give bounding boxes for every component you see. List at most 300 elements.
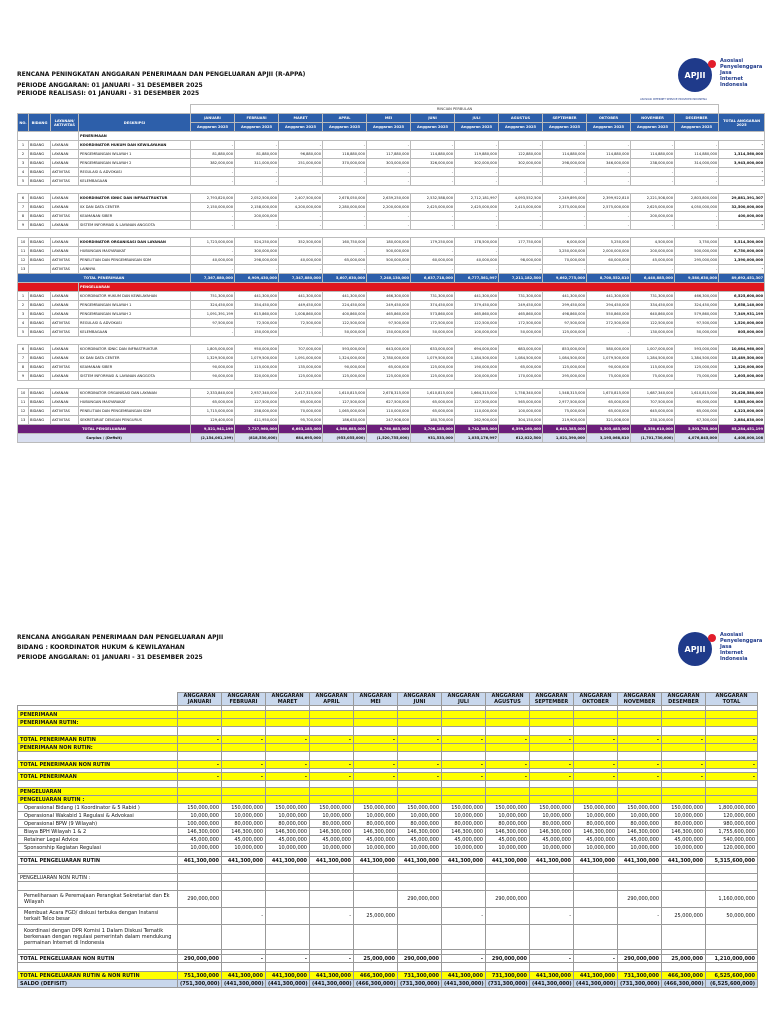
pengeluaran-rutin-label-row-value [266, 796, 310, 804]
penerimaan-header-row-value [266, 711, 310, 719]
total-pengeluaran-rutin-non-rutin-row-value: 466,300,000 [662, 972, 706, 980]
cell-no: 2 [18, 150, 29, 159]
cell-bidang: BIDANG [29, 354, 51, 363]
cell-value: 75,000,000 [631, 372, 675, 381]
total-penerimaan-non-rutin-row [18, 761, 758, 769]
pengeluaran-non-rutin-label-row-label: PENGELUARAN NON RUTIN : [18, 874, 178, 882]
cell-value: - [631, 265, 675, 274]
cell-no: 11 [18, 398, 29, 407]
col-month: JANUARI [191, 114, 235, 123]
col-month [398, 693, 442, 706]
cell-value: 60,000,000 [411, 256, 455, 265]
total-pengeluaran-non-rutin-row-value: - [530, 955, 574, 963]
col-sub-anggaran: Anggaran 2025 [191, 123, 235, 132]
cell-bidang: BIDANG [29, 398, 51, 407]
cell-deskripsi: PENGEMBANGAN WILAYAH 1 [79, 150, 191, 159]
rutin-item-row-value: 150,000,000 [662, 804, 706, 812]
total-pengeluaran-non-rutin-row-value: 290,000,000 [178, 955, 222, 963]
rutin-item-row-value: 10,000,000 [530, 844, 574, 852]
penerimaan-rutin-label-row-value [486, 719, 530, 727]
table-row [18, 141, 765, 150]
total-pengeluaran-rutin-non-rutin-row [18, 972, 758, 980]
col-month [574, 693, 618, 706]
cell-deskripsi: SISTEM INFORMASI & LAYANAN ANGGOTA [79, 372, 191, 381]
cell-value: 2,000,000,000 [587, 247, 631, 256]
rutin-item-row-value: 120,000,000 [706, 812, 758, 820]
surplus-row-value: 931,533,000 [411, 434, 455, 443]
total-penerimaan-rutin-row-value: - [486, 736, 530, 744]
cell-value: 4,093,552,500 [499, 194, 543, 203]
cell-value: 97,500,000 [191, 319, 235, 328]
penerimaan-rutin-label-row-value [266, 719, 310, 727]
total-penerimaan-non-rutin-row-value: - [662, 761, 706, 769]
cell-value: 465,860,000 [499, 310, 543, 319]
total-penerimaan-rutin-row-value: - [178, 736, 222, 744]
cell-value: - [279, 328, 323, 337]
cell-value: 573,860,000 [411, 310, 455, 319]
non-rutin-item-row-value [178, 908, 222, 925]
cell-layanan: LAYANAN [51, 292, 79, 301]
total-penerimaan-row-value: 7,240,130,000 [367, 274, 411, 283]
cell-bidang: BIDANG [29, 168, 51, 177]
col-month-line1: ANGGARAN [491, 693, 524, 699]
cell-value: - [675, 141, 719, 150]
total-penerimaan-rutin-row-label: TOTAL PENERIMAAN RUTIN [18, 736, 178, 744]
cell-value: 2,280,000,000 [323, 203, 367, 212]
cell-value: 65,000,000 [499, 363, 543, 372]
cell-layanan: AKTIVITAS [51, 265, 79, 274]
section-pengeluaran [18, 283, 765, 292]
cell-no: 12 [18, 407, 29, 416]
cell-value: 1,091,000,000 [279, 354, 323, 363]
cell-value: 645,000,000 [631, 407, 675, 416]
rutin-item-row-label: Sponsorship Kegiatan Regulasi [18, 844, 178, 852]
rutin-item-row-value: 80,000,000 [530, 820, 574, 828]
cell-value: - [279, 177, 323, 186]
cell-value: - [323, 141, 367, 150]
rutin-item-row-value: 10,000,000 [222, 844, 266, 852]
table-row [18, 159, 765, 168]
cell-value: 2,884,830,000 [719, 416, 765, 425]
cell-value: 127,500,000 [455, 398, 499, 407]
cell-value: 249,450,000 [499, 301, 543, 310]
cell-value: - [675, 221, 719, 230]
cell-deskripsi: PENGEMBANGAN WILAYAH 1 [79, 301, 191, 310]
cell-value: 441,300,000 [543, 292, 587, 301]
cell-value: 1,610,815,000 [323, 389, 367, 398]
surplus-row-value: (1,701,730,000) [631, 434, 675, 443]
non-rutin-item-row-label: Membuat Acara FGD/ diskusi terbuka dengan Instansi terkait Telco besar [18, 908, 178, 925]
total-penerimaan-row-value: - [178, 773, 222, 781]
col-month-line2: MEI [370, 699, 381, 705]
pengeluaran-header-row-value [706, 788, 758, 796]
non-rutin-item-row-value: 25,000,000 [354, 908, 398, 925]
header-rincian: RINCIAN PERBULAN [191, 105, 719, 114]
cell-value: 172,500,000 [411, 319, 455, 328]
bottom-periode: PERIODE ANGGARAN: 01 JANUARI - 31 DESEMBER 2025 [17, 654, 203, 661]
non-rutin-item-row-value: 1,160,000,000 [706, 891, 758, 908]
cell-value: - [543, 265, 587, 274]
cell-value: 127,500,000 [323, 398, 367, 407]
cell-value: - [411, 168, 455, 177]
rutin-item-row-value: 150,000,000 [618, 804, 662, 812]
cell-value: 1,091,391,199 [191, 310, 235, 319]
rutin-item-row-value: 150,000,000 [222, 804, 266, 812]
saldo-row-value: (441,300,000) [574, 980, 618, 988]
cell-value: 115,000,000 [631, 363, 675, 372]
total-pengeluaran-rutin-non-rutin-row-value: 731,300,000 [486, 972, 530, 980]
cell-value: 579,860,000 [675, 310, 719, 319]
total-penerimaan-non-rutin-row-value: - [354, 761, 398, 769]
cell-value: 122,500,000 [323, 319, 367, 328]
spacer-row [18, 865, 758, 874]
rutin-item-row-value: 540,000,000 [706, 836, 758, 844]
cell-value: 1,758,340,000 [499, 389, 543, 398]
cell-bidang: BIDANG [29, 407, 51, 416]
rutin-item-row-label: Retainer Legal Advice [18, 836, 178, 844]
rutin-item-row-value: 10,000,000 [266, 812, 310, 820]
rutin-item-row-value: 100,000,000 [178, 820, 222, 828]
table-row [18, 389, 765, 398]
cell-value: 72,500,000 [279, 319, 323, 328]
rutin-item-row-value: 10,000,000 [442, 844, 486, 852]
rutin-item-row-value: 10,000,000 [398, 812, 442, 820]
cell-value: 731,300,000 [411, 292, 455, 301]
cell-layanan: AKTIVITAS [51, 168, 79, 177]
non-rutin-item-row-value: - [442, 908, 486, 925]
cell-value: - [279, 247, 323, 256]
col-sub-anggaran: Anggaran 2025 [323, 123, 367, 132]
cell-value: 2,221,508,000 [631, 194, 675, 203]
penerimaan-rutin-label-row-value [706, 719, 758, 727]
cell-value: 200,000,000 [631, 212, 675, 221]
cell-value: 2,052,500,000 [235, 194, 279, 203]
total-penerimaan-non-rutin-row-label: TOTAL PENERIMAAN NON RUTIN [18, 761, 178, 769]
cell-value: 96,880,000 [279, 150, 323, 159]
non-rutin-item-row-value: 290,000,000 [178, 891, 222, 908]
saldo-row-value: (731,300,000) [618, 980, 662, 988]
pengeluaran-header-row-value [486, 788, 530, 796]
apjii-logo-bottom [678, 632, 762, 666]
penerimaan-non-rutin-label-row-value [310, 744, 354, 752]
cell-deskripsi: PENGEMBANGAN WILAYAH 2 [79, 159, 191, 168]
table-row [18, 177, 765, 186]
cell-value: - [279, 212, 323, 221]
cell-value: 580,000,000 [587, 345, 631, 354]
non-rutin-item-row-value [222, 891, 266, 908]
total-pengeluaran-row-value: 5,503,785,000 [675, 425, 719, 434]
cell-value: 90,000,000 [191, 363, 235, 372]
cell-layanan: LAYANAN [51, 389, 79, 398]
cell-bidang: BIDANG [29, 247, 51, 256]
cell-value: - [587, 212, 631, 221]
cell-value: 1,329,500,000 [191, 354, 235, 363]
saldo-row-value: (441,300,000) [442, 980, 486, 988]
rutin-item-row-value: 80,000,000 [222, 820, 266, 828]
cell-value: 2,977,500,000 [543, 398, 587, 407]
total-pengeluaran-non-rutin-row [18, 955, 758, 963]
saldo-row-value: (441,300,000) [310, 980, 354, 988]
col-month-line2: MARET [277, 699, 298, 705]
col-month-line1: ANGGARAN [271, 693, 304, 699]
cell-value: 65,000,000 [675, 398, 719, 407]
total-pengeluaran-non-rutin-row-value: 25,000,000 [662, 955, 706, 963]
rutin-item-row-value: 45,000,000 [442, 836, 486, 844]
cell-value: 190,000,000 [455, 363, 499, 372]
total-pengeluaran-row [18, 425, 765, 434]
pengeluaran-non-rutin-label-row [18, 874, 758, 882]
total-penerimaan-row-value: - [398, 773, 442, 781]
cell-no: 5 [18, 177, 29, 186]
cell-value: - [587, 265, 631, 274]
cell-value: 1,670,815,000 [587, 389, 631, 398]
cell-deskripsi: IIX DAN DATA CENTER [79, 354, 191, 363]
rutin-item-row-value: 80,000,000 [266, 820, 310, 828]
cell-value: - [411, 265, 455, 274]
cell-value: 129,400,000 [191, 416, 235, 425]
surplus-row-value: (2,154,061,199) [191, 434, 235, 443]
rutin-item-row-value: 150,000,000 [486, 804, 530, 812]
cell-no: 12 [18, 256, 29, 265]
saldo-row [18, 980, 758, 988]
penerimaan-rutin-label-row-value [222, 719, 266, 727]
cell-value: 130,000,000 [631, 328, 675, 337]
cell-value: 354,450,000 [235, 301, 279, 310]
cell-value: - [279, 141, 323, 150]
surplus-row [18, 434, 765, 443]
cell-value: - [631, 168, 675, 177]
total-penerimaan-rutin-row-value: - [442, 736, 486, 744]
non-rutin-item-row-value: - [222, 908, 266, 925]
penerimaan-rutin-label-row-value [618, 719, 662, 727]
cell-bidang: BIDANG [29, 292, 51, 301]
total-pengeluaran-rutin-row-value: 461,300,000 [178, 857, 222, 865]
total-penerimaan-row-value: 6,909,430,000 [235, 274, 279, 283]
rutin-item-row-value: 146,300,000 [530, 828, 574, 836]
cell-value: 122,500,000 [455, 319, 499, 328]
cell-value: 1,384,500,000 [675, 354, 719, 363]
cell-bidang [29, 265, 51, 274]
cell-bidang: BIDANG [29, 150, 51, 159]
total-penerimaan-row-value: - [706, 773, 758, 781]
cell-bidang: BIDANG [29, 389, 51, 398]
total-pengeluaran-rutin-row-value: 441,300,000 [354, 857, 398, 865]
cell-value: 500,000,000 [367, 256, 411, 265]
col-month: SEPTEMBER [543, 114, 587, 123]
penerimaan-header-row-value [486, 711, 530, 719]
cell-value: 1,065,000,000 [323, 407, 367, 416]
penerimaan-header-row-value [310, 711, 354, 719]
cell-value: 298,000,000 [543, 159, 587, 168]
cell-value: 97,500,000 [543, 319, 587, 328]
total-pengeluaran-non-rutin-row-value: 25,000,000 [354, 955, 398, 963]
cell-deskripsi: KOORDINATOR HUKUM DAN KEWILAYAHAN [79, 292, 191, 301]
cell-value: 186,630,000 [323, 416, 367, 425]
col-month-line2: OKTOBER [582, 699, 609, 705]
table-row [18, 150, 765, 159]
total-pengeluaran-row-value: 5,742,385,000 [455, 425, 499, 434]
cell-value: 731,300,000 [631, 292, 675, 301]
cell-value: 731,300,000 [499, 292, 543, 301]
cell-value: 2,399,922,810 [587, 194, 631, 203]
spacer-row [18, 727, 758, 736]
cell-value: 465,860,000 [367, 310, 411, 319]
rutin-item-row-value: 10,000,000 [486, 812, 530, 820]
total-penerimaan-non-rutin-row-value: - [706, 761, 758, 769]
pengeluaran-rutin-label-row-value [442, 796, 486, 804]
cell-value: 114,880,000 [675, 150, 719, 159]
non-rutin-item-row-value [310, 891, 354, 908]
cell-no: 11 [18, 247, 29, 256]
cell-value: 114,880,000 [411, 150, 455, 159]
col-month-line1: ANGGARAN [227, 693, 260, 699]
cell-value: 127,500,000 [235, 398, 279, 407]
saldo-row-value: (731,300,000) [486, 980, 530, 988]
total-penerimaan-row-label: TOTAL PENERIMAAN [18, 773, 178, 781]
rutin-item-row-value: 10,000,000 [618, 844, 662, 852]
non-rutin-item-row-value [266, 908, 310, 925]
cell-value: 550,860,000 [587, 310, 631, 319]
cell-value: 258,000,000 [235, 407, 279, 416]
cell-value: 1,610,815,000 [411, 389, 455, 398]
pengeluaran-rutin-label-row-value [706, 796, 758, 804]
rutin-item-row [18, 844, 758, 852]
cell-bidang: BIDANG [29, 238, 51, 247]
cell-value: - [323, 221, 367, 230]
non-rutin-item-row [18, 908, 758, 925]
non-rutin-item-row-value: - [530, 908, 574, 925]
cell-value: 72,500,000 [235, 319, 279, 328]
cell-value: 498,860,000 [543, 310, 587, 319]
cell-value: - [367, 141, 411, 150]
cell-value: 114,880,000 [587, 150, 631, 159]
cell-value: 466,300,000 [675, 292, 719, 301]
penerimaan-header-row-label: PENERIMAAN [18, 711, 178, 719]
penerimaan-header-row-value [618, 711, 662, 719]
col-month-line2: JUNI [413, 699, 426, 705]
total-pengeluaran-rutin-row-value: 441,300,000 [266, 857, 310, 865]
cell-value: 125,000,000 [675, 363, 719, 372]
table-row [18, 265, 765, 274]
cell-value: 1,007,000,000 [631, 345, 675, 354]
col-sub-anggaran: Anggaran 2025 [587, 123, 631, 132]
col-month-line1: ANGGARAN [715, 693, 748, 699]
rutin-item-row-value: 150,000,000 [398, 804, 442, 812]
total-pengeluaran-rutin-non-rutin-row-value: 441,300,000 [266, 972, 310, 980]
total-penerimaan-row-value: 7,211,182,500 [499, 274, 543, 283]
cell-value: 320,000,000 [235, 372, 279, 381]
cell-value: 75,000,000 [675, 372, 719, 381]
cell-value: 382,000,000 [191, 159, 235, 168]
cell-value: - [279, 168, 323, 177]
total-penerimaan-row-label: TOTAL PENERIMAAN [18, 274, 191, 283]
spacer-row [18, 963, 758, 972]
cell-value: 1,805,000,000 [191, 345, 235, 354]
non-rutin-item-row-value [530, 925, 574, 950]
total-pengeluaran-non-rutin-row-value: - [266, 955, 310, 963]
cell-bidang: BIDANG [29, 141, 51, 150]
cell-value: 90,000,000 [191, 372, 235, 381]
cell-value: 2,249,895,000 [543, 194, 587, 203]
cell-deskripsi: KOORDINATOR HUKUM DAN KEWILAYAHAN [79, 141, 191, 150]
rutin-item-row-label: Operasional Wakabid 1 Regulasi & Advokasi [18, 812, 178, 820]
penerimaan-header-row-value [442, 711, 486, 719]
cell-value: - [323, 212, 367, 221]
apjii-logo-top [678, 58, 762, 92]
rutin-item-row-value: 45,000,000 [530, 836, 574, 844]
cell-value: - [719, 177, 765, 186]
cell-value: 853,000,000 [543, 345, 587, 354]
non-rutin-item-row-value: 290,000,000 [618, 891, 662, 908]
cell-no: 7 [18, 203, 29, 212]
cell-value: 1,723,000,000 [191, 238, 235, 247]
cell-value: 262,900,000 [455, 416, 499, 425]
rutin-item-row-label: Operasional Bidang (1 Koordinator & 5 Rabid ) [18, 804, 178, 812]
total-penerimaan-row [18, 274, 765, 283]
apjii-logo-icon: APJII [678, 632, 712, 666]
cell-value: - [367, 265, 411, 274]
rutin-item-row-value: 146,300,000 [486, 828, 530, 836]
cell-no: 8 [18, 363, 29, 372]
cell-layanan: LAYANAN [51, 159, 79, 168]
cell-value: 15,489,500,000 [719, 354, 765, 363]
non-rutin-item-row-value: - [310, 908, 354, 925]
pengeluaran-non-rutin-label-row-value [222, 874, 266, 882]
cell-value: - [411, 141, 455, 150]
pengeluaran-rutin-label-row-value [178, 796, 222, 804]
cell-value: 2,417,315,000 [279, 389, 323, 398]
total-pengeluaran-row-value: 5,706,185,000 [411, 425, 455, 434]
rutin-item-row-value: 10,000,000 [574, 844, 618, 852]
cell-deskripsi: KELEMBAGAAN [79, 328, 191, 337]
total-pengeluaran-rutin-non-rutin-row-value: 441,300,000 [530, 972, 574, 980]
cell-value: 1,284,500,000 [631, 354, 675, 363]
rutin-item-row [18, 804, 758, 812]
cell-deskripsi: SISTEM INFORMASI & LAYANAN ANGGOTA [79, 221, 191, 230]
table-row [18, 292, 765, 301]
cell-value: 247,908,000 [367, 416, 411, 425]
total-pengeluaran-rutin-row-value: 441,300,000 [530, 857, 574, 865]
cell-value: 3,250,000,000 [543, 247, 587, 256]
cell-layanan: LAYANAN [51, 398, 79, 407]
cell-value: 50,000,000 [411, 328, 455, 337]
col-month-line1: ANGGARAN [535, 693, 568, 699]
cell-value: 300,000,000 [235, 247, 279, 256]
cell-value: 2,425,000,000 [455, 203, 499, 212]
surplus-row-value: 684,695,000 [279, 434, 323, 443]
cell-value: 379,450,000 [455, 301, 499, 310]
pengeluaran-header-row-value [442, 788, 486, 796]
pengeluaran-header-row-value [618, 788, 662, 796]
header-row [18, 114, 765, 123]
cell-deskripsi: KOORDINATOR IDNIC DAN INFRASTRUKTUR [79, 194, 191, 203]
cell-value: 135,000,000 [279, 363, 323, 372]
rutin-item-row-value: 146,300,000 [442, 828, 486, 836]
cell-value: 125,000,000 [323, 372, 367, 381]
cell-bidang: BIDANG [29, 372, 51, 381]
cell-value: - [719, 265, 765, 274]
total-penerimaan-row-value: - [618, 773, 662, 781]
col-month: MEI [367, 114, 411, 123]
total-pengeluaran-row-value: 85,284,451,199 [719, 425, 765, 434]
cell-value: 441,300,000 [587, 292, 631, 301]
penerimaan-non-rutin-label-row-value [618, 744, 662, 752]
total-penerimaan-rutin-row-value: - [706, 736, 758, 744]
rutin-item-row-value: 10,000,000 [266, 844, 310, 852]
cell-value: - [499, 212, 543, 221]
cell-layanan: LAYANAN [51, 345, 79, 354]
cell-layanan: AKTIVITAS [51, 416, 79, 425]
